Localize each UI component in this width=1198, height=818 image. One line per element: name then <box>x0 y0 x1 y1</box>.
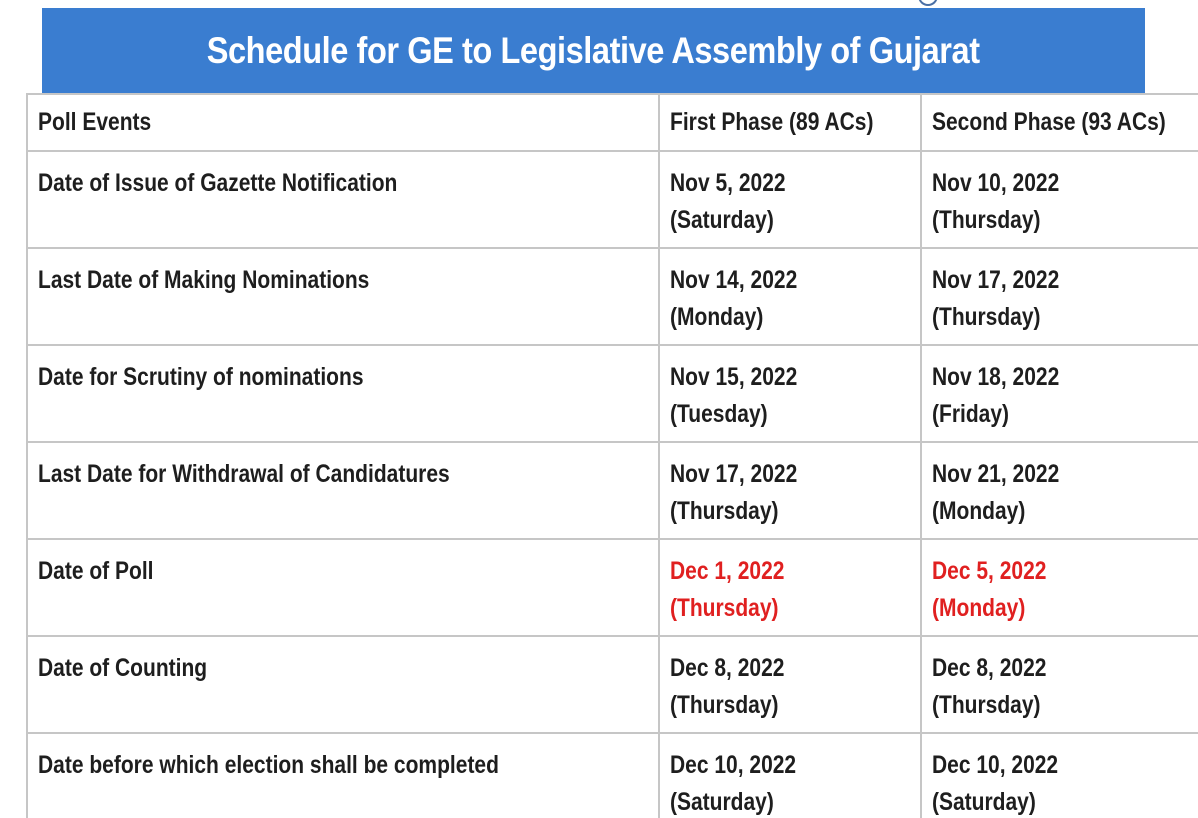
event-cell: Last Date for Withdrawal of Candidatures <box>27 442 659 539</box>
table-row-poll-date <box>27 539 1198 636</box>
phase1-poll-date-cell: Dec 1, 2022 (Thursday) <box>659 539 921 636</box>
table-row <box>27 636 1198 733</box>
phase2-cell: Nov 21, 2022 (Monday) <box>921 442 1198 539</box>
event-cell: Date for Scrutiny of nominations <box>27 345 659 442</box>
phase1-cell: Nov 5, 2022 (Saturday) <box>659 151 921 248</box>
table-row <box>27 248 1198 345</box>
table-header-row <box>27 94 1198 151</box>
phase1-cell: Dec 8, 2022 (Thursday) <box>659 636 921 733</box>
phase2-cell: Nov 17, 2022 (Thursday) <box>921 248 1198 345</box>
phase1-cell: Nov 17, 2022 (Thursday) <box>659 442 921 539</box>
title-banner <box>42 8 1145 94</box>
event-cell: Date of Counting <box>27 636 659 733</box>
phase2-cell: Dec 10, 2022 (Saturday) <box>921 733 1198 818</box>
table-row <box>27 733 1198 818</box>
event-cell: Date of Issue of Gazette Notification <box>27 151 659 248</box>
schedule-table <box>26 93 1198 818</box>
event-cell: Date of Poll <box>27 539 659 636</box>
page-title: Schedule for GE to Legislative Assembly of Gujarat <box>207 30 980 71</box>
phase1-cell: Nov 14, 2022 (Monday) <box>659 248 921 345</box>
header-poll-events: Poll Events <box>27 94 659 151</box>
phase2-cell: Nov 10, 2022 (Thursday) <box>921 151 1198 248</box>
phase2-cell: Dec 8, 2022 (Thursday) <box>921 636 1198 733</box>
table-row <box>27 442 1198 539</box>
header-first-phase: First Phase (89 ACs) <box>659 94 921 151</box>
event-cell: Date before which election shall be completed <box>27 733 659 818</box>
phase1-cell: Nov 15, 2022 (Tuesday) <box>659 345 921 442</box>
logo-fragment-icon <box>918 0 938 6</box>
phase2-poll-date-cell: Dec 5, 2022 (Monday) <box>921 539 1198 636</box>
header-second-phase: Second Phase (93 ACs) <box>921 94 1198 151</box>
phase1-cell: Dec 10, 2022 (Saturday) <box>659 733 921 818</box>
event-cell: Last Date of Making Nominations <box>27 248 659 345</box>
table-row <box>27 151 1198 248</box>
table-row <box>27 345 1198 442</box>
phase2-cell: Nov 18, 2022 (Friday) <box>921 345 1198 442</box>
